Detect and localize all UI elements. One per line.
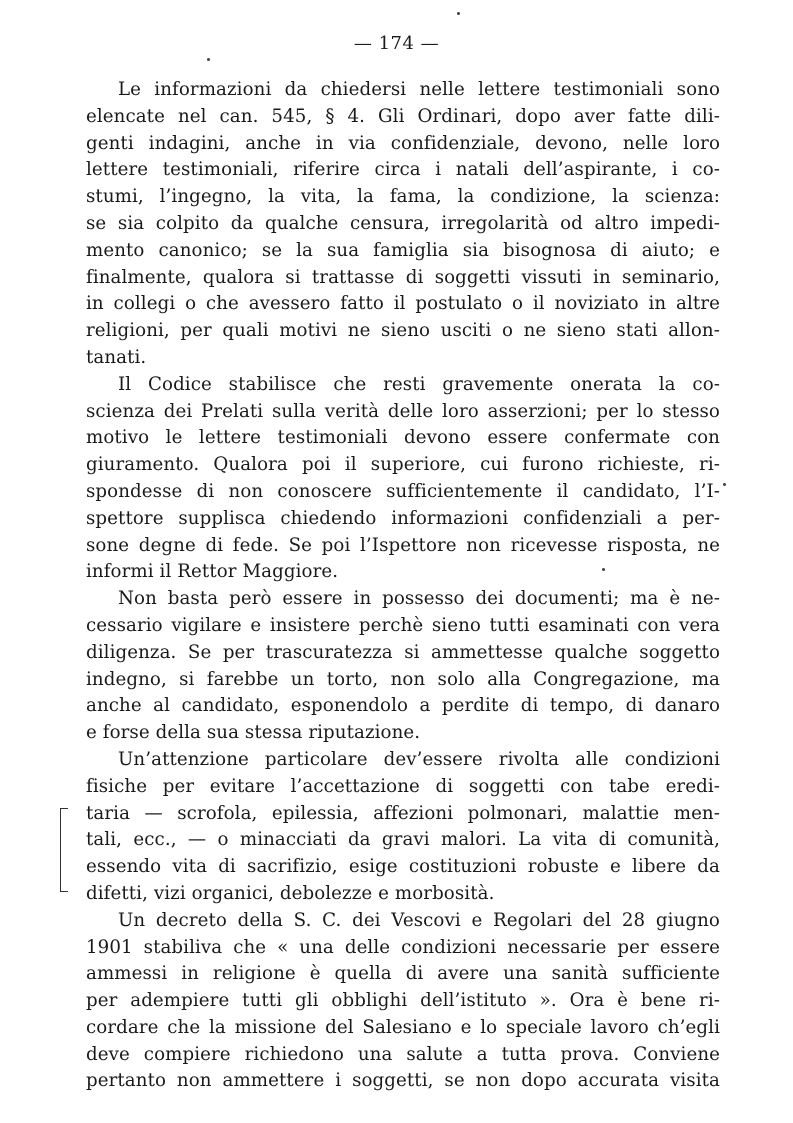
print-speck <box>457 12 460 15</box>
text-line: motivo le lettere testimoniali devono essere confermate con <box>86 427 720 449</box>
text-line: Le informazioni da chiedersi nelle lettere testimoniali sono <box>118 79 720 100</box>
text-line: pertanto non ammettere i soggetti, se non dopo accurata visita <box>86 1070 720 1092</box>
print-speck <box>207 58 210 61</box>
text-line: elencate nel can. 545, § 4. Gli Ordinari, dopo aver fatte dili- <box>86 105 720 127</box>
text-line: Il Codice stabilisce che resti gravemente onerata la co- <box>118 373 720 395</box>
text-line: cordare che la missione del Salesiano e lo speciale lavoro ch’egli <box>86 1016 720 1038</box>
text-line: spondesse di non conoscere sufficientemente il candidato, l’I- <box>86 480 720 502</box>
text-line: e forse della sua stessa riputazione. <box>86 722 421 744</box>
text-line: indegno, si farebbe un torto, non solo alla Congregazione, ma <box>86 668 720 690</box>
page-number: — 174 — <box>353 33 440 54</box>
text-line: difetti, vizi organici, debolezze e morbosità. <box>86 882 495 904</box>
text-line: ammessi in religione è quella di avere una sanità sufficiente <box>86 963 720 985</box>
text-line: tali, ecc., — o minacciati da gravi malori. La vita di comunità, <box>86 829 720 851</box>
text-line: in collegi o che avessero fatto il postulato o il noviziato in altre <box>86 293 720 315</box>
text-line: Un decreto della S. C. dei Vescovi e Regolari del 28 giugno <box>118 909 720 931</box>
print-speck <box>602 568 605 571</box>
margin-bracket-mark <box>60 808 71 892</box>
text-line: giuramento. Qualora poi il superiore, cui furono richieste, ri- <box>86 454 720 476</box>
print-speck <box>723 483 726 486</box>
text-line: spettore supplisca chiedendo informazioni confidenziali a per- <box>86 507 720 529</box>
text-line: anche al candidato, esponendolo a perdite di tempo, di danaro <box>86 695 720 717</box>
text-line: finalmente, qualora si trattasse di soggetti vissuti in seminario, <box>86 266 720 288</box>
text-line: Un’attenzione particolare dev’essere rivolta alle condizioni <box>118 748 720 770</box>
text-line: deve compiere richiedono una salute a tutta prova. Conviene <box>86 1043 720 1065</box>
text-line: se sia colpito da qualche censura, irregolarità od altro impedi- <box>86 212 720 234</box>
text-line: genti indagini, anche in via confidenziale, devono, nelle loro <box>86 132 720 154</box>
text-line: diligenza. Se per trascuratezza si ammettesse qualche soggetto <box>86 641 720 663</box>
text-line: 1901 stabiliva che « una delle condizioni necessarie per essere <box>86 936 720 958</box>
text-line: informi il Rettor Maggiore. <box>86 561 339 583</box>
text-line: tanati. <box>86 346 147 368</box>
text-line: essendo vita di sacrifizio, esige costituzioni robuste e libere da <box>86 856 720 878</box>
text-line: cessario vigilare e insistere perchè sieno tutti esaminati con vera <box>86 614 720 636</box>
text-line: Non basta però essere in possesso dei documenti; ma è ne- <box>118 588 720 610</box>
text-line: mento canonico; se la sua famiglia sia bisognosa di aiuto; e <box>86 239 720 261</box>
text-line: per adempiere tutti gli obblighi dell’istituto ». Ora è bene ri- <box>86 990 720 1012</box>
text-line: scienza dei Prelati sulla verità delle loro asserzioni; per lo stesso <box>86 400 720 422</box>
text-line: fisiche per evitare l’accettazione di soggetti con tabe eredi- <box>86 775 720 797</box>
text-line: religioni, per quali motivi ne sieno usciti o ne sieno stati allon- <box>86 320 720 342</box>
text-line: stumi, l’ingegno, la vita, la fama, la condizione, la scienza: <box>86 186 720 208</box>
text-line: sone degne di fede. Se poi l’Ispettore non ricevesse risposta, ne <box>86 534 720 556</box>
text-line: lettere testimoniali, riferire circa i natali dell’aspirante, i co- <box>86 159 720 181</box>
text-line: taria — scrofola, epilessia, affezioni polmonari, malattie men- <box>86 802 720 824</box>
body-text <box>86 77 720 1095</box>
